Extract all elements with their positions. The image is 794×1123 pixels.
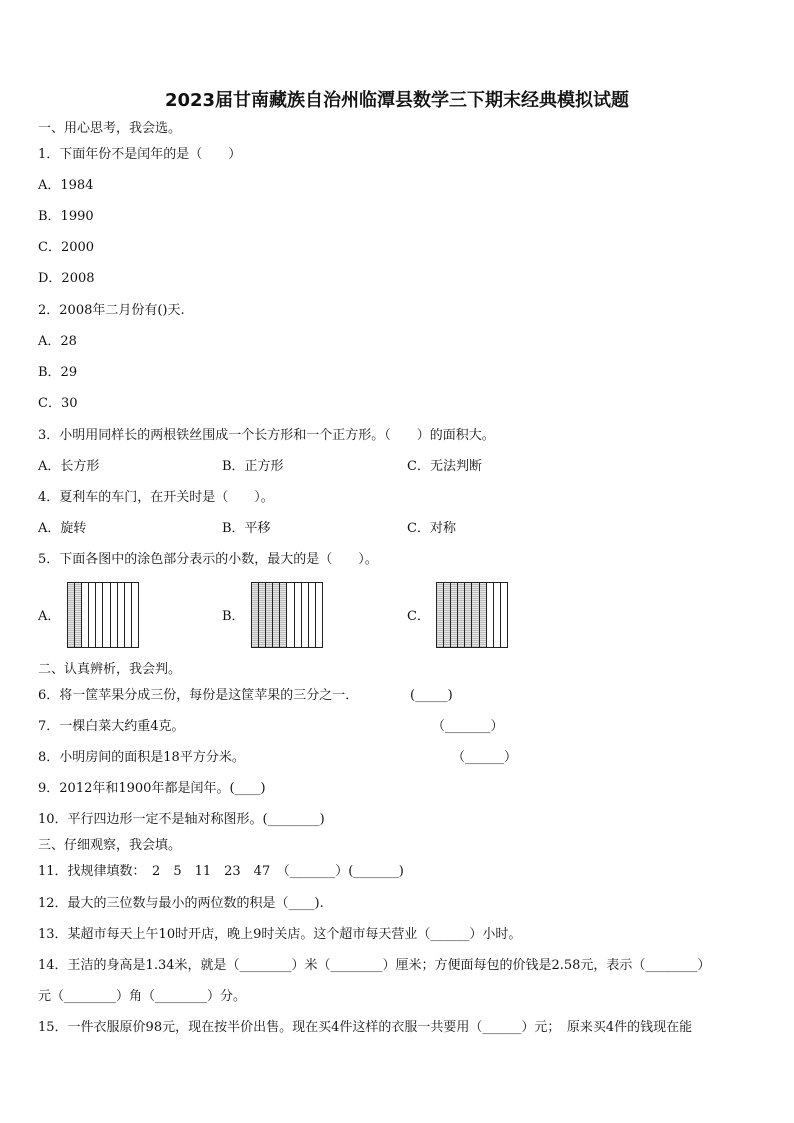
shaded-column xyxy=(273,583,280,647)
question-7-stem: 7．一棵白菜大约重4克。 xyxy=(38,719,185,734)
question-4-option-b: B．平移 xyxy=(222,521,271,536)
question-2-stem: 2．2008年二月份有()天. xyxy=(38,303,185,318)
empty-column xyxy=(487,583,494,647)
empty-column xyxy=(501,583,507,647)
shaded-column xyxy=(252,583,259,647)
question-1-option-c: C．2000 xyxy=(38,240,95,255)
empty-column xyxy=(494,583,501,647)
question-3-option-b: B．正方形 xyxy=(222,459,284,474)
empty-column xyxy=(302,583,309,647)
shaded-column xyxy=(266,583,273,647)
shaded-column xyxy=(444,583,451,647)
question-1-stem: 1．下面年份不是闰年的是（ ） xyxy=(38,147,242,162)
page-title: 2023届甘南藏族自治州临潭县数学三下期末经典模拟试题 xyxy=(164,90,630,111)
question-4-option-c: C．对称 xyxy=(407,521,456,536)
empty-column xyxy=(111,583,118,647)
question-2-option-b: B．29 xyxy=(38,365,78,380)
shaded-column xyxy=(465,583,472,647)
question-5-option-a: A． xyxy=(38,609,61,624)
section-heading-1: 一、用心思考，我会选。 xyxy=(38,121,182,136)
shaded-column xyxy=(68,583,75,647)
question-5-stem: 5．下面各图中的涂色部分表示的小数，最大的是（ ）。 xyxy=(38,552,378,567)
question-6-stem: 6．将一筐苹果分成三份，每份是这筐苹果的三分之一． xyxy=(38,688,359,703)
question-1-option-d: D．2008 xyxy=(38,271,95,286)
question-8-stem: 8．小明房间的面积是18平方分米。 xyxy=(38,750,245,765)
empty-column xyxy=(132,583,138,647)
section-heading-2: 二、认真辨析，我会判。 xyxy=(38,662,182,677)
figure-c-grid xyxy=(436,582,508,648)
shaded-column xyxy=(480,583,487,647)
shaded-column xyxy=(472,583,479,647)
question-1-option-a: A．1984 xyxy=(38,178,94,193)
empty-column xyxy=(82,583,89,647)
figure-a-grid xyxy=(67,582,139,648)
shaded-column xyxy=(259,583,266,647)
empty-column xyxy=(118,583,125,647)
question-13-stem: 13．某超市每天上午10时开店，晚上9时关店。这个超市每天营业（______）小时。 xyxy=(38,927,522,942)
question-15-line-1: 15．一件衣服原价98元，现在按半价出售。现在买4件这样的衣服一共要用（______）元； 原来买4件的钱现在能 xyxy=(38,1020,693,1035)
question-10-stem: 10．平行四边形一定不是轴对称图形。(________) xyxy=(38,812,325,827)
empty-column xyxy=(295,583,302,647)
empty-column xyxy=(309,583,316,647)
empty-column xyxy=(125,583,132,647)
shaded-column xyxy=(458,583,465,647)
question-14-line-2: 元（________）角（________）分。 xyxy=(38,989,247,1004)
question-11-stem: 11．找规律填数： 2 5 11 23 47 （_______）(_______) xyxy=(38,864,404,879)
question-5-option-b: B． xyxy=(222,609,245,624)
question-9-stem: 9．2012年和1900年都是闰年。(____) xyxy=(38,781,266,796)
empty-column xyxy=(89,583,96,647)
question-5-option-c: C． xyxy=(407,609,430,624)
question-7-answer-blank[interactable]: （_______） xyxy=(432,719,504,734)
question-8-answer-blank[interactable]: （______） xyxy=(452,750,518,765)
empty-column xyxy=(287,583,294,647)
empty-column xyxy=(96,583,103,647)
question-14-line-1: 14．王洁的身高是1.34米，就是（________）米（________）厘米；方便面每包的价钱是2.58元，表示（________） xyxy=(38,958,711,973)
shaded-column xyxy=(437,583,444,647)
figure-b-grid xyxy=(251,582,323,648)
question-12-stem: 12．最大的三位数与最小的两位数的积是（____). xyxy=(38,896,324,911)
section-heading-3: 三、仔细观察，我会填。 xyxy=(38,838,182,853)
empty-column xyxy=(316,583,322,647)
question-2-option-a: A．28 xyxy=(38,334,77,349)
question-2-option-c: C．30 xyxy=(38,396,78,411)
question-3-stem: 3．小明用同样长的两根铁丝围成一个长方形和一个正方形。（ ）的面积大。 xyxy=(38,428,495,443)
question-4-stem: 4．夏利车的车门，在开关时是（ ）。 xyxy=(38,490,274,505)
question-4-option-a: A．旋转 xyxy=(38,521,87,536)
shaded-column xyxy=(451,583,458,647)
question-1-option-b: B．1990 xyxy=(38,209,94,224)
empty-column xyxy=(103,583,110,647)
shaded-column xyxy=(280,583,287,647)
question-3-option-a: A．长方形 xyxy=(38,459,100,474)
question-3-option-c: C．无法判断 xyxy=(407,459,482,474)
shaded-column xyxy=(75,583,82,647)
question-6-answer-blank[interactable]: (_____) xyxy=(410,688,453,703)
